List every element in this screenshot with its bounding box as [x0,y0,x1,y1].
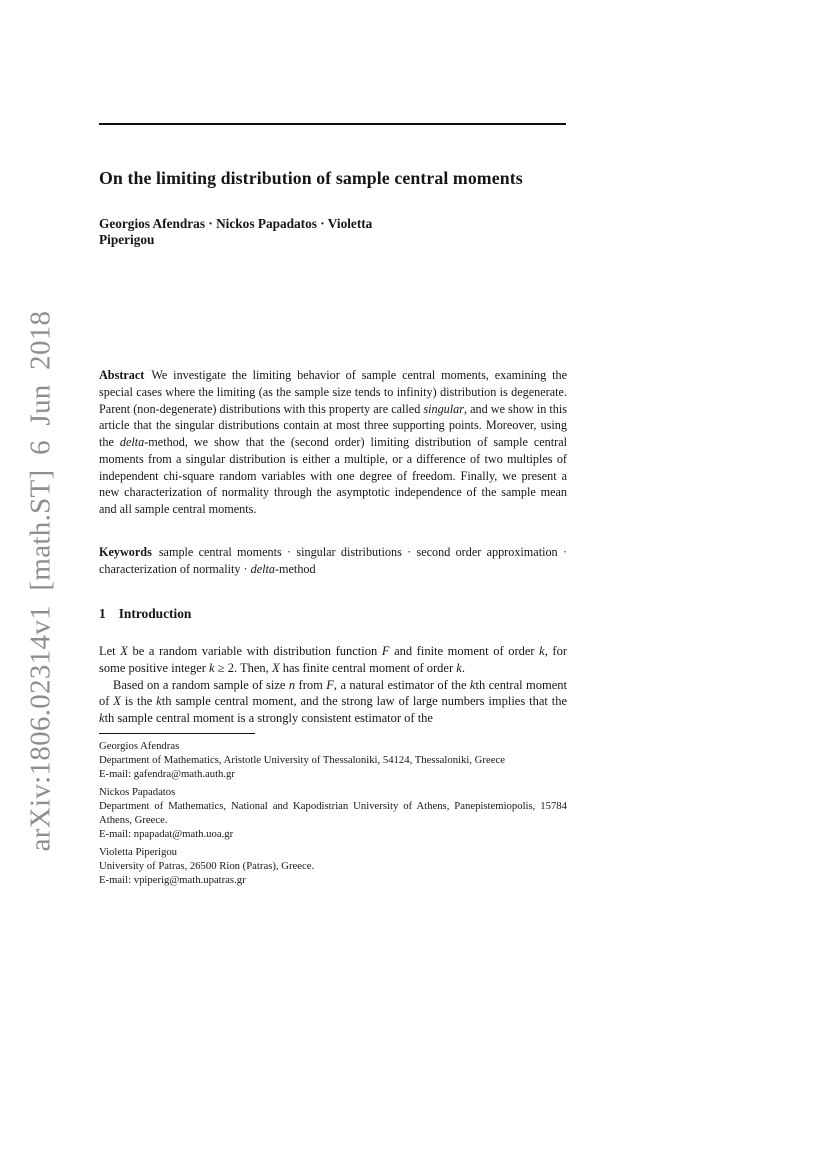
footnote-email: E-mail: gafendra@math.auth.gr [99,767,235,780]
paper-title: On the limiting distribution of sample central moments [99,168,523,188]
footnote-name: Nickos Papadatos [99,786,176,799]
section-title: Introduction [118,606,192,621]
keywords-text: sample central moments · singular distributions · second order approximation · characterization of normality · delta-method [99,545,567,576]
footnote-author-2 [99,786,567,842]
footnote-affiliation: University of Patras, 26500 Rion (Patras), Greece. [99,860,315,873]
footnote-author-3 [99,846,567,888]
introduction-body [99,643,567,727]
section-heading-introduction [99,606,191,622]
footnote-name: Georgios Afendras [99,740,180,752]
abstract [99,367,567,518]
keywords [99,544,567,578]
author-list [99,216,567,247]
footnote-email: E-mail: npapadat@math.uoa.gr [99,827,234,840]
footnote-author-1 [99,740,567,782]
abstract-label: Abstract [99,368,145,382]
author-line: Georgios Afendras · Nickos Papadatos · Violetta [99,216,373,231]
footnote-affiliation: Department of Mathematics, Aristotle University of Thessaloniki, 54124, Thessaloniki, Greece [99,753,505,766]
arxiv-watermark: arXiv:1806.02314v1 [math.ST] 6 Jun 2018 [24,310,57,852]
abstract-text: We investigate the limiting behavior of sample central moments, examining the special cases where the limiting (as the sample size tends to infinity) distribution is degenerate. Parent (non-degenerate) distributions with this property are called singular, and we show in this article that the singular distributions contain at most three supporting points. Moreover, using the delta-method, we show that the (second order) limiting distribution of sample central moments from a singular distribution is either a multiple, or a difference of two multiples of independent chi-square random variables with one degree of freedom. Finally, we present a new characterization of normality through the asymptotic independence of the sample mean and all sample central moments. [99,368,568,516]
section-number: 1 [99,606,106,621]
keywords-label: Keywords [99,545,152,559]
footnote-affiliation: Department of Mathematics, National and Kapodistrian University of Athens, Panepistemiopolis, 15784 Athens, Greece. [99,800,567,827]
footnotes [99,740,567,893]
header-rule [99,123,566,125]
footnote-email: E-mail: vpiperig@math.upatras.gr [99,874,246,887]
footnote-rule [99,733,255,734]
paragraph: Let X be a random variable with distribution function F and finite moment of order k, for some positive integer k ≥ 2. Then, X has finite central moment of order k. [99,644,567,675]
footnote-name: Violetta Piperigou [99,846,178,859]
author-line: Piperigou [99,231,155,247]
paragraph: Based on a random sample of size n from F, a natural estimator of the kth central moment of X is the kth sample central moment, and the strong law of large numbers implies that the kth sample central moment is a strongly consistent estimator of the [99,677,567,725]
